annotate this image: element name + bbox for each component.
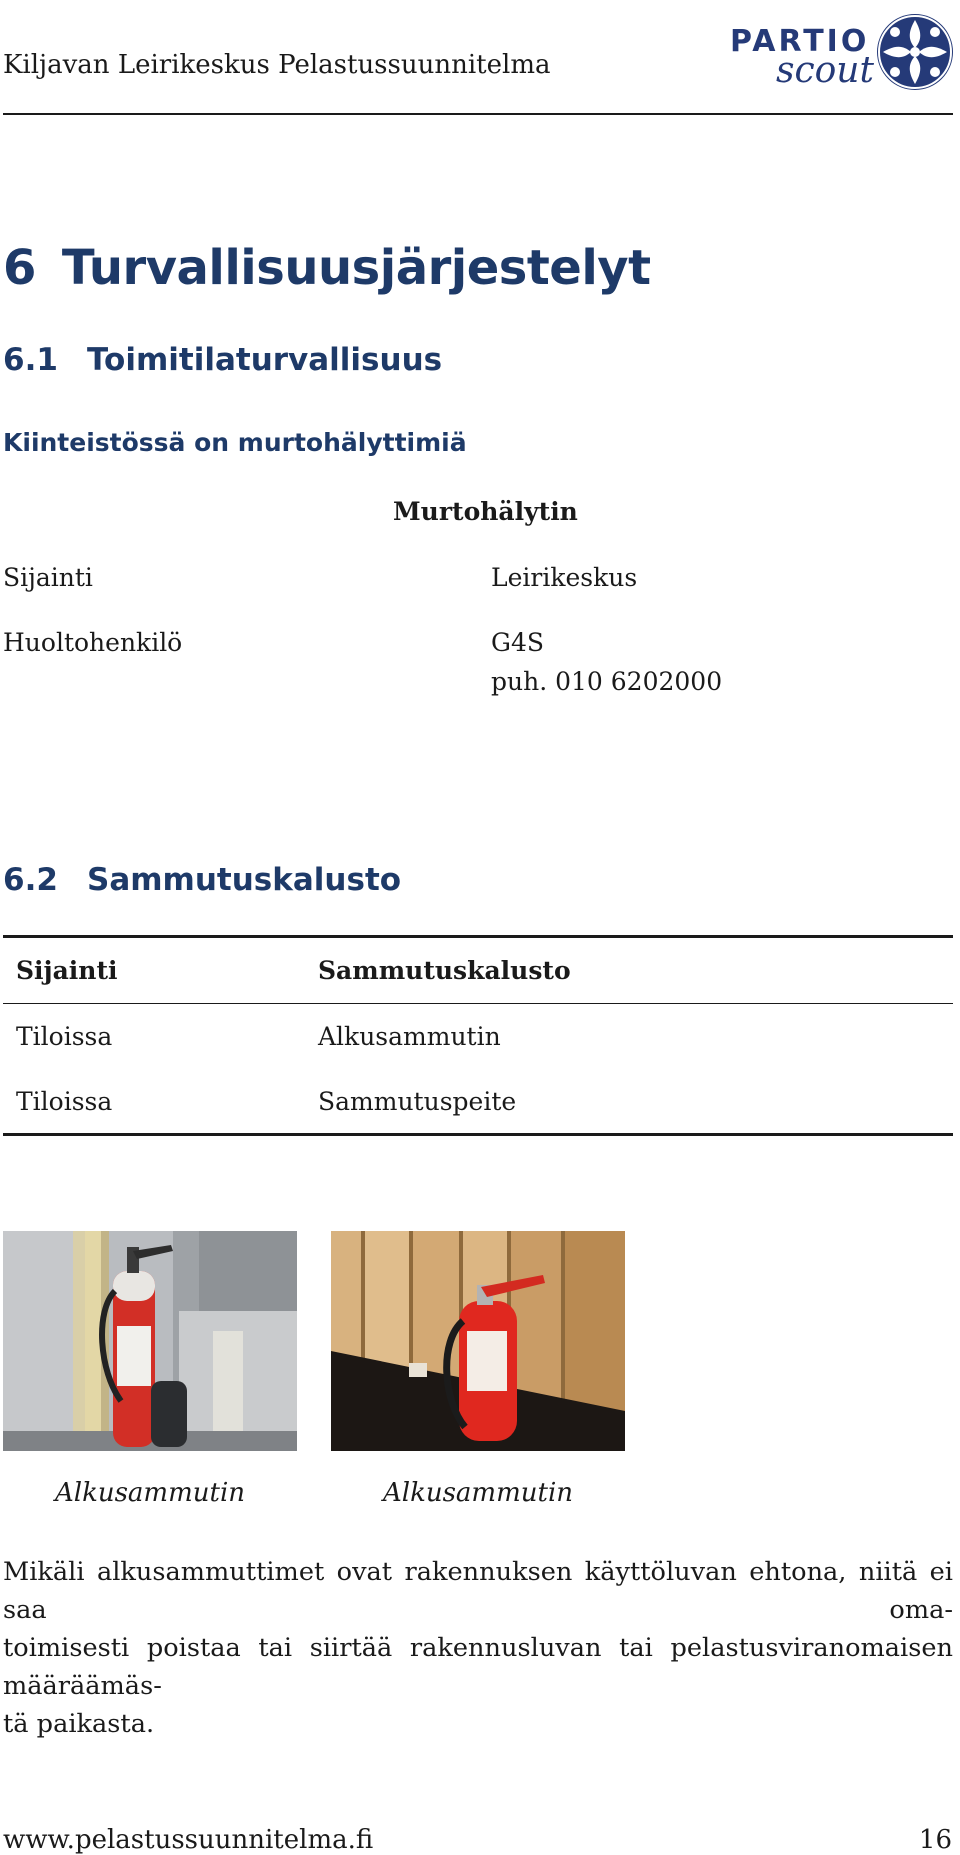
partio-scout-logo (730, 8, 958, 96)
subsection-title: Sammutuskalusto (87, 862, 402, 898)
table-header-equipment: Sammutuskalusto (318, 956, 571, 985)
scout-emblem-icon (870, 8, 960, 96)
subsection-heading-6-1 (3, 342, 442, 378)
table-cell-location: Tiloissa (16, 1022, 113, 1051)
photo-caption: Alkusammutin (55, 1478, 245, 1508)
extinguisher-photo-2 (331, 1231, 625, 1451)
subsection-title: Toimitilaturvallisuus (87, 342, 443, 378)
alarm-column-header: Murtohälytin (393, 497, 578, 526)
paragraph-line: toimisesti poistaa tai siirtää rakennusluvan tai pelastusviranomaisen määräämäs- (3, 1633, 953, 1701)
header-divider (3, 113, 953, 115)
alarm-row-value: G4S (491, 628, 545, 657)
table-header-rule (3, 1003, 953, 1004)
alarm-phone-number: puh. 010 6202000 (491, 667, 723, 696)
alarm-subheading: Kiinteistössä on murtohälyttimiä (3, 428, 467, 457)
document-header-title: Kiljavan Leirikeskus Pelastussuunnitelma (3, 50, 551, 80)
table-bottom-rule (3, 1133, 953, 1136)
body-paragraph (3, 1553, 953, 1743)
section-heading (3, 240, 651, 296)
section-title: Turvallisuusjärjestelyt (61, 240, 651, 296)
logo-text-scout: scout (776, 50, 874, 91)
section-number: 6 (3, 240, 36, 296)
alarm-row-label: Huoltohenkilö (3, 628, 183, 657)
table-cell-location: Tiloissa (16, 1087, 113, 1116)
paragraph-line: Mikäli alkusammuttimet ovat rakennuksen käyttöluvan ehtona, niitä ei saa oma- (3, 1557, 953, 1625)
subsection-heading-6-2 (3, 862, 401, 898)
footer-url: www.pelastussuunnitelma.fi (3, 1825, 374, 1855)
table-cell-equipment: Alkusammutin (318, 1022, 501, 1051)
alarm-row-value: Leirikeskus (491, 563, 638, 592)
photo-caption: Alkusammutin (383, 1478, 573, 1508)
extinguisher-photo-1 (3, 1231, 297, 1451)
table-cell-equipment: Sammutuspeite (318, 1087, 517, 1116)
table-header-location: Sijainti (16, 956, 118, 985)
logo-text-partio: PARTIO (730, 24, 870, 59)
paragraph-line: tä paikasta. (3, 1709, 155, 1739)
alarm-row-label: Sijainti (3, 563, 93, 592)
table-top-rule (3, 935, 953, 938)
subsection-number: 6.1 (3, 342, 58, 378)
subsection-number: 6.2 (3, 862, 58, 898)
page-number: 16 (918, 1825, 952, 1855)
